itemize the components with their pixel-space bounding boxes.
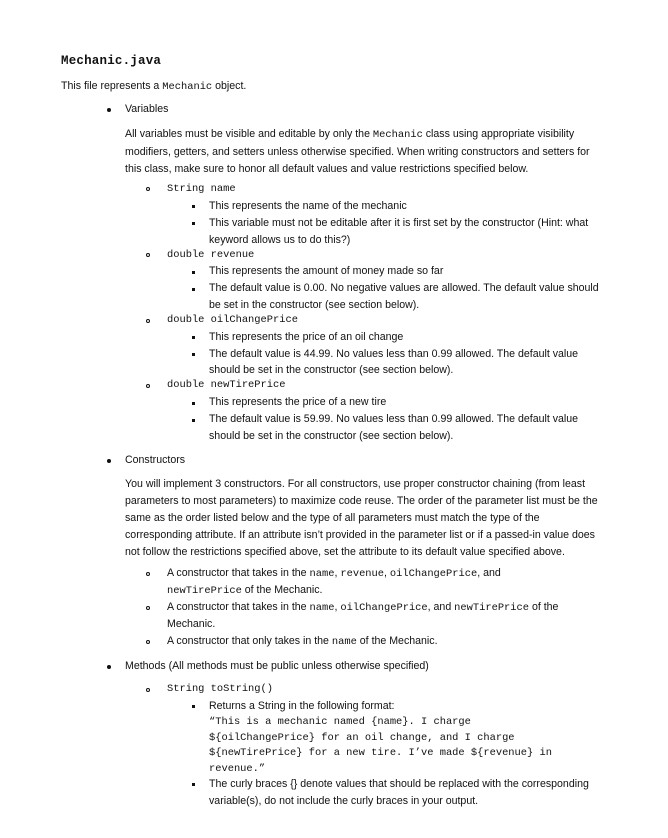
constructor-2-cont: Mechanic.: [167, 618, 216, 630]
var-note: The default value is 44.99. No values less than 0.99 allowed. The default value: [209, 348, 579, 360]
var-note: be set in the constructor (see section below).: [209, 299, 420, 311]
tostring-returns: Returns a String in the following format:: [209, 700, 395, 712]
sub-bullet: [146, 253, 150, 257]
var-note: should be set in the constructor (see section below).: [209, 430, 454, 442]
square-bullet: [192, 205, 195, 208]
code: revenue: [340, 568, 385, 580]
methods-heading: Methods (All methods must be public unless otherwise specified): [125, 660, 429, 672]
variables-description: [125, 126, 625, 178]
var-note: This represents the price of a new tire: [209, 396, 387, 408]
square-bullet: [192, 222, 195, 225]
constructor-1: [167, 567, 501, 580]
desc-code: Mechanic: [372, 129, 423, 141]
sub-bullet: [146, 606, 150, 610]
text: of the: [529, 601, 559, 613]
sub-bullet: [146, 319, 150, 323]
text: A constructor that takes in the: [167, 601, 310, 613]
text: A constructor that takes in the: [167, 567, 310, 579]
square-bullet: [192, 783, 195, 786]
sub-bullet: [146, 688, 150, 692]
constructor-1-cont: [167, 584, 323, 597]
square-bullet: [192, 336, 195, 339]
bullet: [107, 459, 111, 463]
var-note: keyword allows us to do this?): [209, 234, 351, 246]
variables-heading: Variables: [125, 103, 169, 115]
var-note: This variable must not be editable after it is first set by the constructor (Hint: what: [209, 217, 589, 229]
intro-pre: This file represents a: [61, 80, 163, 92]
text: ,: [334, 567, 341, 579]
bullet: [107, 108, 111, 112]
constructor-3: [167, 635, 438, 648]
code: oilChangePrice: [340, 602, 428, 614]
intro-text: [61, 80, 246, 93]
sub-bullet: [146, 640, 150, 644]
text: of the Mechanic.: [356, 635, 438, 647]
text: ,: [334, 601, 341, 613]
desc-line: not follow the restrictions specified above, set the attribute to its default value specified above.: [125, 546, 565, 558]
desc-line: same as the order listed below and the type of all parameters must match the type of the: [125, 512, 540, 524]
sub-bullet: [146, 572, 150, 576]
desc-line: corresponding attribute. If an attribute isn’t provided in the parameter list or if a passed-in value does: [125, 529, 595, 541]
square-bullet: [192, 271, 195, 274]
var-note: should be set in the constructor (see section below).: [209, 364, 454, 376]
square-bullet: [192, 288, 195, 291]
code: newTirePrice: [454, 602, 529, 614]
tostring-note: variable(s), do not include the curly braces in your output.: [209, 795, 479, 807]
constructor-2: [167, 601, 558, 614]
var-name-decl: String name: [167, 183, 236, 195]
var-note: The default value is 59.99. No values less than 0.99 allowed. The default value: [209, 413, 579, 425]
sub-bullet: [146, 187, 150, 191]
desc-line: You will implement 3 constructors. For all constructors, use proper constructor chaining (from least: [125, 478, 586, 490]
page-title: Mechanic.java: [61, 54, 162, 68]
code: name: [309, 602, 335, 614]
constructors-heading: Constructors: [125, 454, 186, 466]
code: name: [309, 568, 335, 580]
code: newTirePrice: [167, 585, 242, 597]
constructors-description: [125, 476, 625, 561]
square-bullet: [192, 402, 195, 405]
text: ,: [384, 567, 390, 579]
code: oilChangePrice: [389, 568, 478, 580]
code: name: [331, 636, 357, 648]
format-line: revenue.”: [209, 762, 266, 775]
square-bullet: [192, 353, 195, 356]
intro-post: object.: [212, 80, 247, 92]
var-newtireprice-decl: double newTirePrice: [167, 379, 286, 391]
desc-text: All variables must be visible and editable by only the: [125, 128, 373, 140]
text: A constructor that only takes in the: [167, 635, 332, 647]
var-note: The default value is 0.00. No negative values are allowed. The default value should: [209, 282, 599, 294]
square-bullet: [192, 419, 195, 422]
text: of the Mechanic.: [241, 584, 323, 596]
desc-line: this class, make sure to honor all default values and value restrictions specified below.: [125, 163, 529, 175]
desc-line: parameters to most parameters) to maximize code reuse. The order of the parameter list must be the: [125, 495, 598, 507]
sub-bullet: [146, 384, 150, 388]
desc-text: class using appropriate visibility: [422, 128, 575, 140]
square-bullet: [192, 705, 195, 708]
intro-code: Mechanic: [162, 81, 213, 93]
bullet: [107, 665, 111, 669]
text: , and: [477, 567, 501, 579]
tostring-note: The curly braces {} denote values that should be replaced with the corresponding: [209, 778, 589, 790]
desc-line: modifiers, getters, and setters unless otherwise specified. When writing constructors and setters for: [125, 146, 590, 158]
var-note: This represents the amount of money made so far: [209, 265, 444, 277]
var-oilchangeprice-decl: double oilChangePrice: [167, 314, 298, 326]
tostring-decl: String toString(): [167, 683, 274, 695]
format-line: “This is a mechanic named {name}. I charge: [209, 716, 471, 728]
var-note: This represents the price of an oil change: [209, 331, 404, 343]
text: , and: [427, 601, 455, 613]
var-revenue-decl: double revenue: [167, 249, 255, 261]
tostring-format-block: [209, 715, 552, 777]
format-line: ${newTirePrice} for a new tire. I’ve made ${revenue} in: [209, 747, 552, 759]
format-line: ${oilChangePrice} for an oil change, and I charge: [209, 731, 515, 744]
var-note: This represents the name of the mechanic: [209, 200, 407, 212]
